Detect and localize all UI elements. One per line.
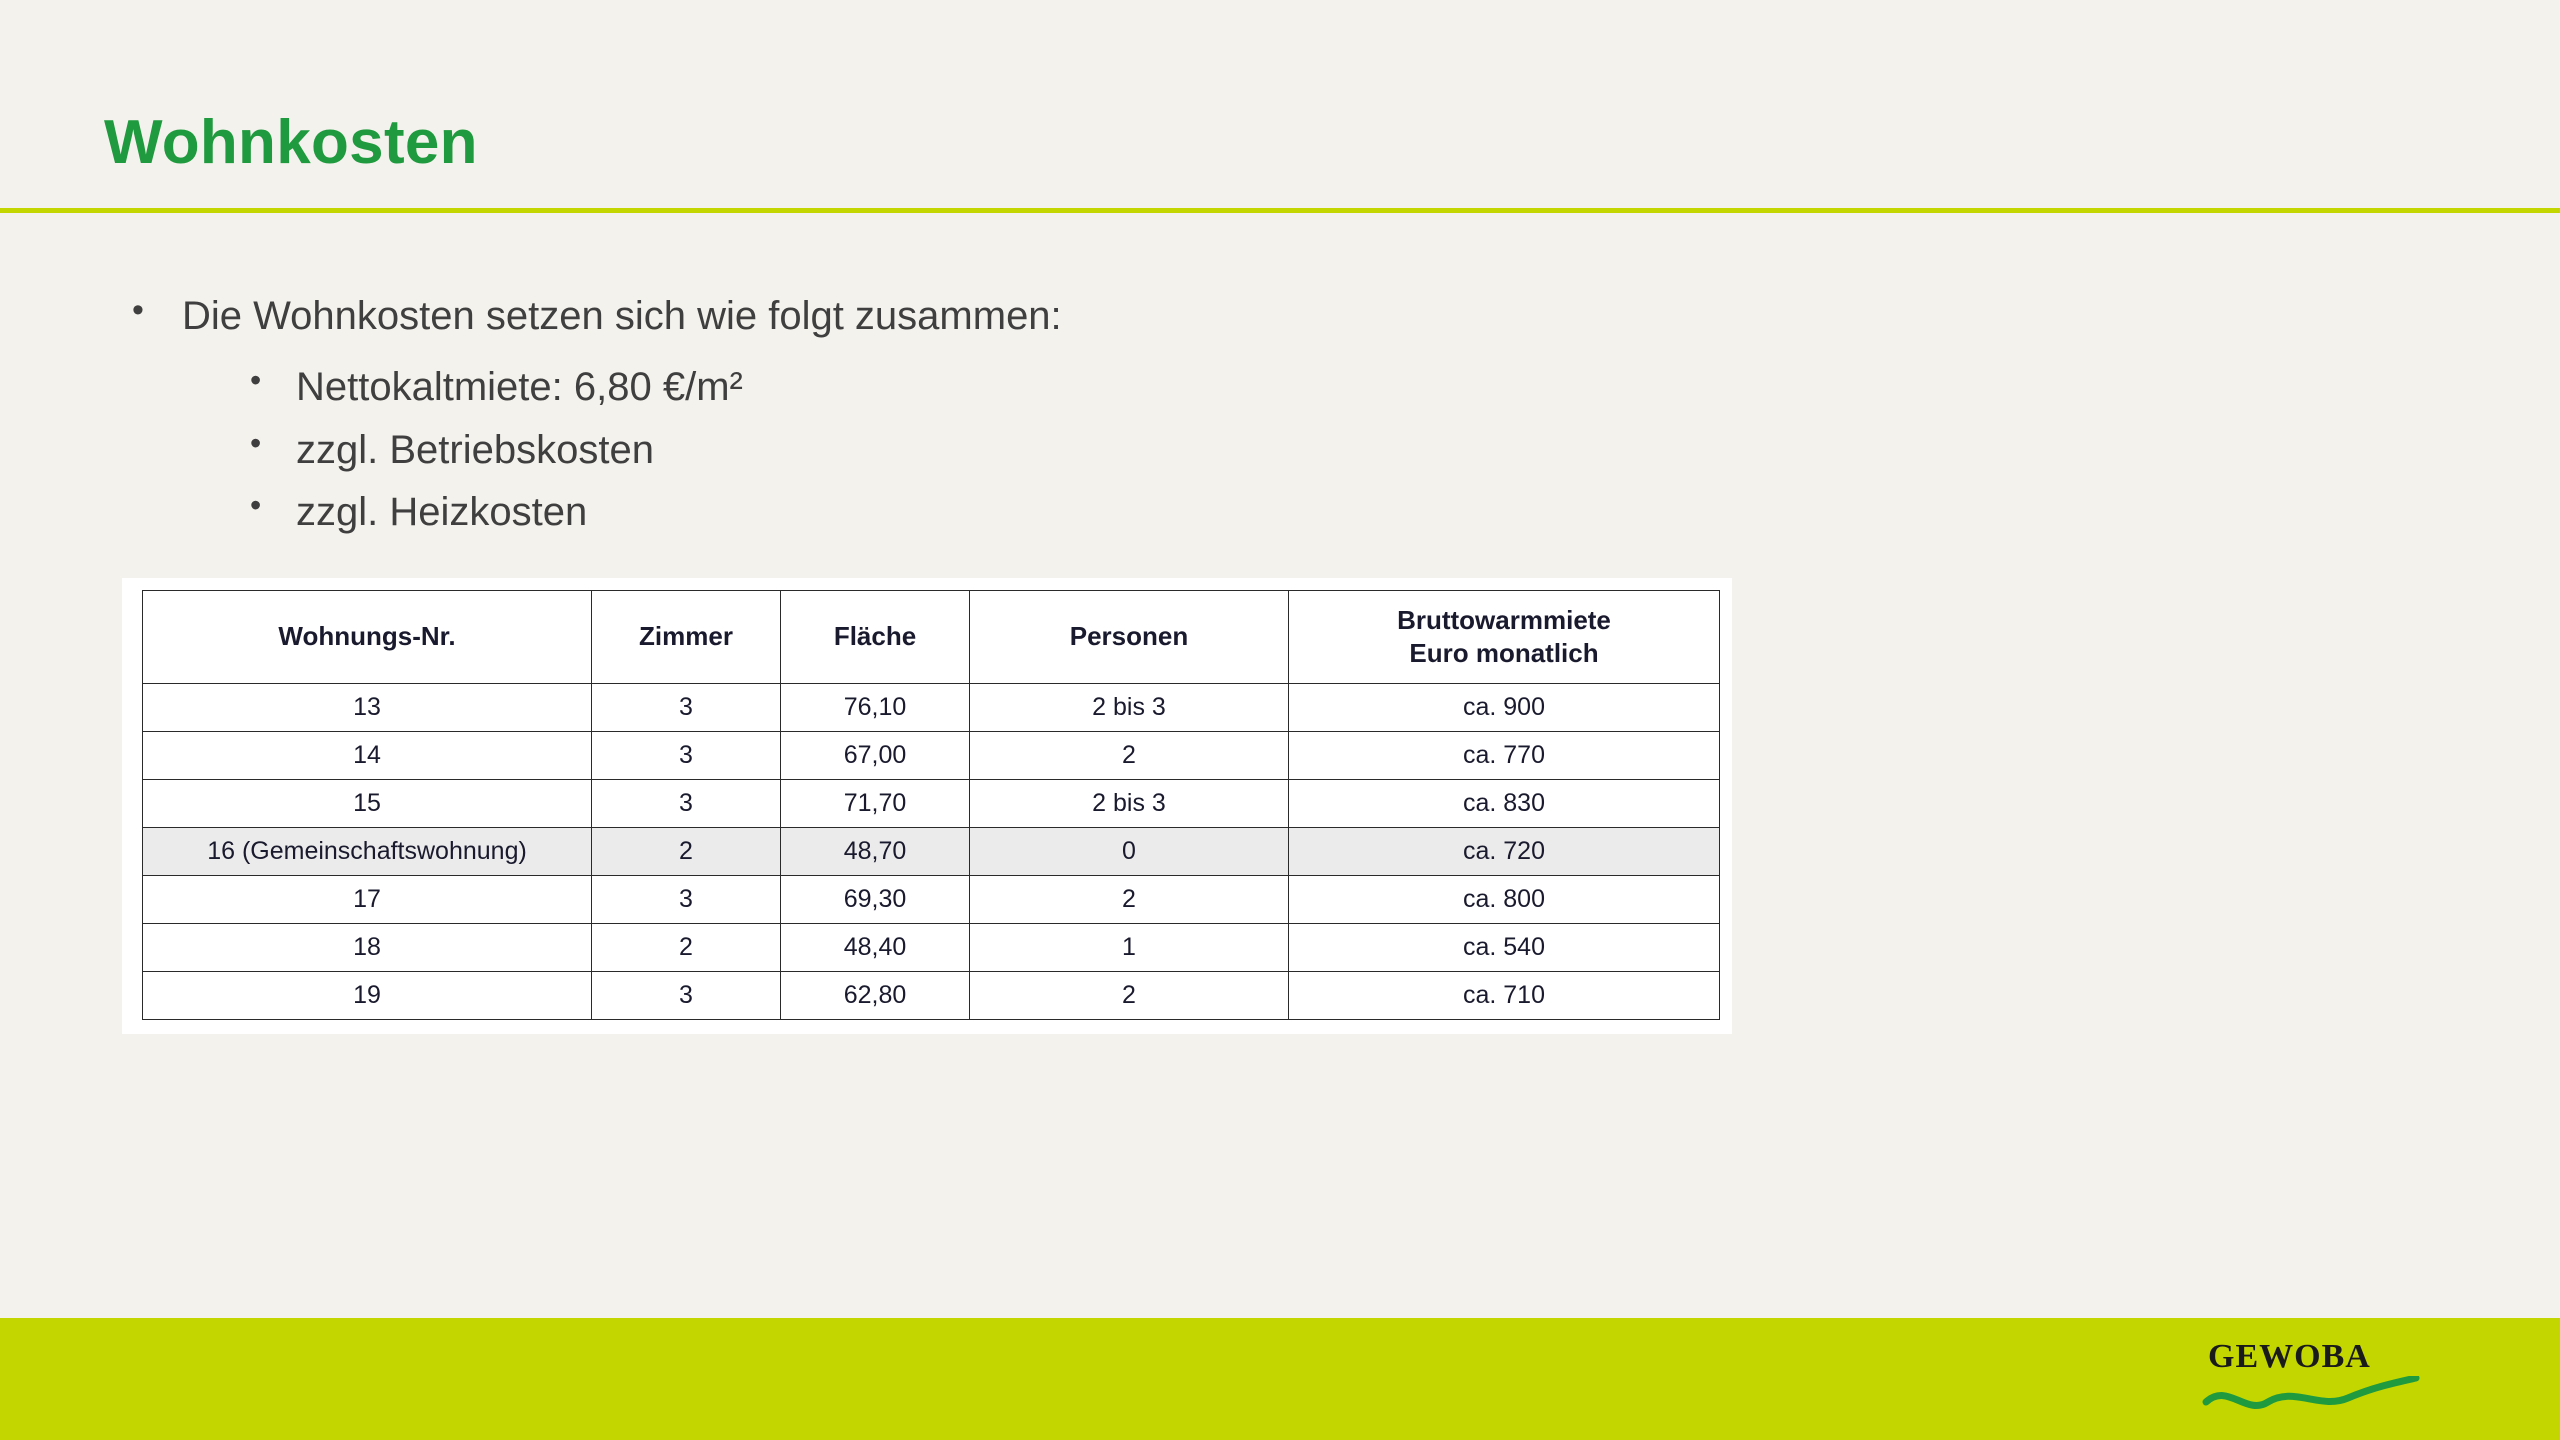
wave-swoosh-icon	[2202, 1376, 2422, 1416]
footer-bar	[0, 1318, 2560, 1440]
cell-flaeche: 76,10	[781, 684, 970, 732]
cell-zimmer: 2	[592, 828, 781, 876]
cell-wohnungsnr: 19	[143, 972, 592, 1020]
cell-personen: 1	[970, 924, 1289, 972]
table-row	[143, 876, 1720, 924]
table-row	[143, 684, 1720, 732]
bullet-intro: • Die Wohnkosten setzen sich wie folgt zusammen:	[104, 288, 2304, 345]
table-header-row	[143, 591, 1720, 684]
cell-flaeche: 62,80	[781, 972, 970, 1020]
cell-wohnungsnr: 16 (Gemeinschaftswohnung)	[143, 828, 592, 876]
cell-wohnungsnr: 17	[143, 876, 592, 924]
cell-zimmer: 3	[592, 684, 781, 732]
table-header	[143, 591, 1720, 684]
cell-wohnungsnr: 15	[143, 780, 592, 828]
cell-miete: ca. 770	[1289, 732, 1720, 780]
cell-miete: ca. 830	[1289, 780, 1720, 828]
bullet-sub-2: • zzgl. Betriebskosten	[104, 430, 2304, 471]
cell-miete: ca. 800	[1289, 876, 1720, 924]
cell-miete: ca. 540	[1289, 924, 1720, 972]
table-row	[143, 924, 1720, 972]
cell-zimmer: 3	[592, 972, 781, 1020]
cell-zimmer: 3	[592, 780, 781, 828]
title-divider	[0, 208, 2560, 213]
column-header-personen: Personen	[970, 591, 1289, 684]
cell-zimmer: 3	[592, 876, 781, 924]
cell-personen: 2 bis 3	[970, 684, 1289, 732]
apartment-table	[142, 590, 1720, 1020]
table-row	[143, 828, 1720, 876]
column-header-bruttowarmmiete-line1: Bruttowarmmiete	[1397, 604, 1611, 635]
page-title: Wohnkosten	[104, 108, 478, 177]
cell-wohnungsnr: 18	[143, 924, 592, 972]
cell-flaeche: 67,00	[781, 732, 970, 780]
cell-wohnungsnr: 14	[143, 732, 592, 780]
cell-personen: 0	[970, 828, 1289, 876]
cell-personen: 2	[970, 972, 1289, 1020]
gewoba-logo	[2208, 1338, 2418, 1414]
bullet-sub-1: • Nettokaltmiete: 6,80 €/m²	[104, 367, 2304, 408]
cell-miete: ca. 900	[1289, 684, 1720, 732]
bullet-sub-3: • zzgl. Heizkosten	[104, 492, 2304, 533]
cell-flaeche: 69,30	[781, 876, 970, 924]
cell-flaeche: 48,40	[781, 924, 970, 972]
cell-zimmer: 3	[592, 732, 781, 780]
table-body	[143, 684, 1720, 1020]
cell-personen: 2	[970, 876, 1289, 924]
column-header-flaeche: Fläche	[781, 591, 970, 684]
table-row	[143, 972, 1720, 1020]
cell-personen: 2	[970, 732, 1289, 780]
cell-wohnungsnr: 13	[143, 684, 592, 732]
cell-miete: ca. 710	[1289, 972, 1720, 1020]
cell-personen: 2 bis 3	[970, 780, 1289, 828]
table-row	[143, 732, 1720, 780]
cell-flaeche: 71,70	[781, 780, 970, 828]
cell-zimmer: 2	[592, 924, 781, 972]
column-header-zimmer: Zimmer	[592, 591, 781, 684]
column-header-bruttowarmmiete-line2: Euro monatlich	[1409, 638, 1599, 668]
cell-miete: ca. 720	[1289, 828, 1720, 876]
apartment-table-container	[122, 578, 1732, 1034]
column-header-wohnungsnr: Wohnungs-Nr.	[143, 591, 592, 684]
table-row	[143, 780, 1720, 828]
bullet-list	[104, 288, 2304, 533]
cell-flaeche: 48,70	[781, 828, 970, 876]
logo-wordmark: GEWOBA	[2208, 1338, 2371, 1375]
column-header-bruttowarmmiete	[1289, 591, 1720, 684]
